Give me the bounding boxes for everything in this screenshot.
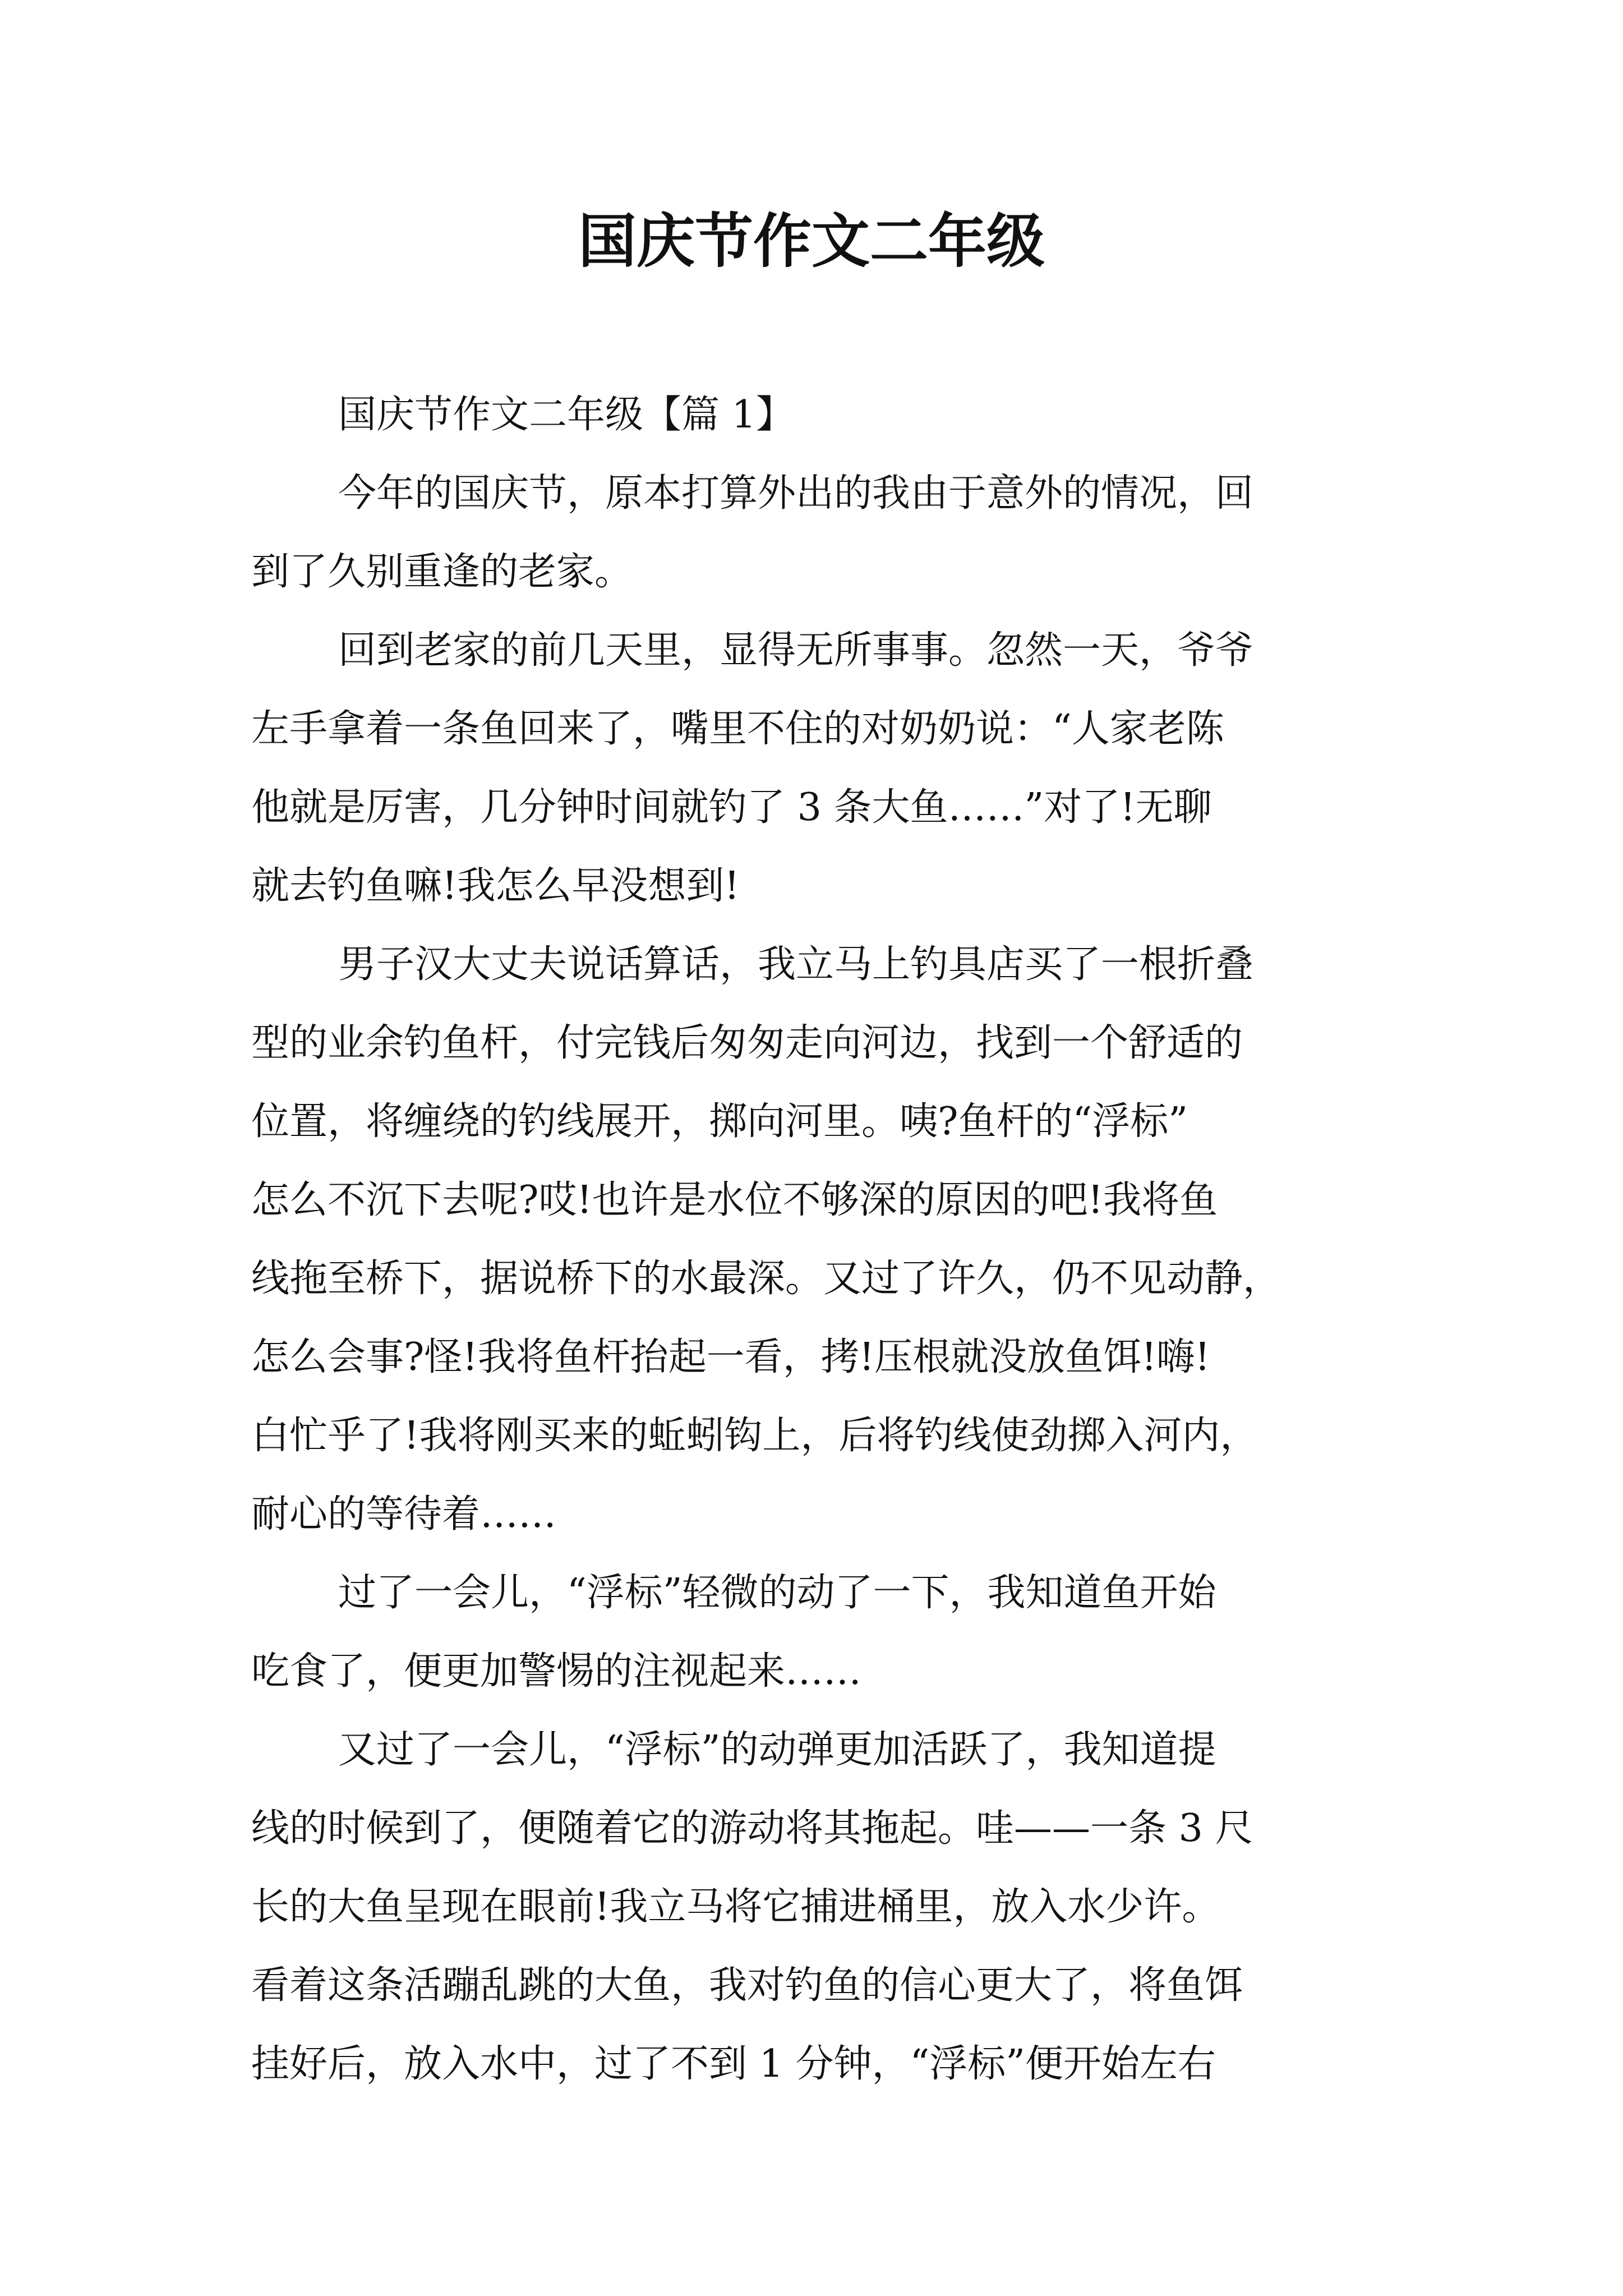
text-line: 白忙乎了!我将刚买来的蚯蚓钩上，后将钓线使劲掷入河内，: [251, 1414, 1258, 1458]
text-line: 回到老家的前几天里，显得无所事事。忽然一天，爷爷: [338, 628, 1254, 673]
document-title: 国庆节作文二年级: [578, 206, 1045, 275]
text-line: 就去钓鱼嘛!我怎么早没想到!: [251, 864, 740, 908]
text-line: 怎么会事?怪!我将鱼杆抬起一看，拷!压根就没放鱼饵!嗨!: [251, 1335, 1210, 1379]
text-line: 到了久别重逢的老家。: [251, 550, 633, 594]
text-line: 挂好后，放入水中，过了不到 1 分钟，“浮标”便开始左右: [251, 2042, 1216, 2086]
text-line: 男子汉大丈夫说话算话，我立马上钓具店买了一根折叠: [338, 942, 1254, 987]
text-line: 左手拿着一条鱼回来了，嘴里不住的对奶奶说：“人家老陈: [251, 707, 1224, 751]
text-line: 吃食了，便更加警惕的注视起来……: [251, 1649, 862, 1694]
text-line: 长的大鱼呈现在眼前!我立马将它捕进桶里，放入水少许。: [251, 1885, 1220, 1929]
text-line: 线拖至桥下，据说桥下的水最深。又过了许久，仍不见动静，: [251, 1257, 1281, 1301]
text-line: 他就是厉害，几分钟时间就钓了 3 条大鱼……”对了!无聊: [251, 785, 1212, 830]
text-line: 过了一会儿，“浮标”轻微的动了一下，我知道鱼开始: [338, 1571, 1216, 1615]
text-line: 看着这条活蹦乱跳的大鱼，我对钓鱼的信心更大了，将鱼饵: [251, 1963, 1243, 2008]
text-line: 耐心的等待着……: [251, 1492, 557, 1536]
text-line: 又过了一会儿，“浮标”的动弹更加活跃了，我知道提: [338, 1728, 1216, 1772]
text-line: 位置，将缠绕的钓线展开，掷向河里。咦?鱼杆的“浮标”: [251, 1099, 1188, 1144]
section-heading: 国庆节作文二年级【篇 1】: [338, 393, 794, 437]
text-line: 今年的国庆节，原本打算外出的我由于意外的情况，回: [338, 471, 1254, 516]
text-line: 线的时候到了，便随着它的游动将其拖起。哇——一条 3 尺: [251, 1806, 1253, 1851]
text-line: 怎么不沉下去呢?哎!也许是水位不够深的原因的吧!我将鱼: [251, 1178, 1218, 1222]
text-line: 型的业余钓鱼杆，付完钱后匆匆走向河边，找到一个舒适的: [251, 1021, 1243, 1065]
